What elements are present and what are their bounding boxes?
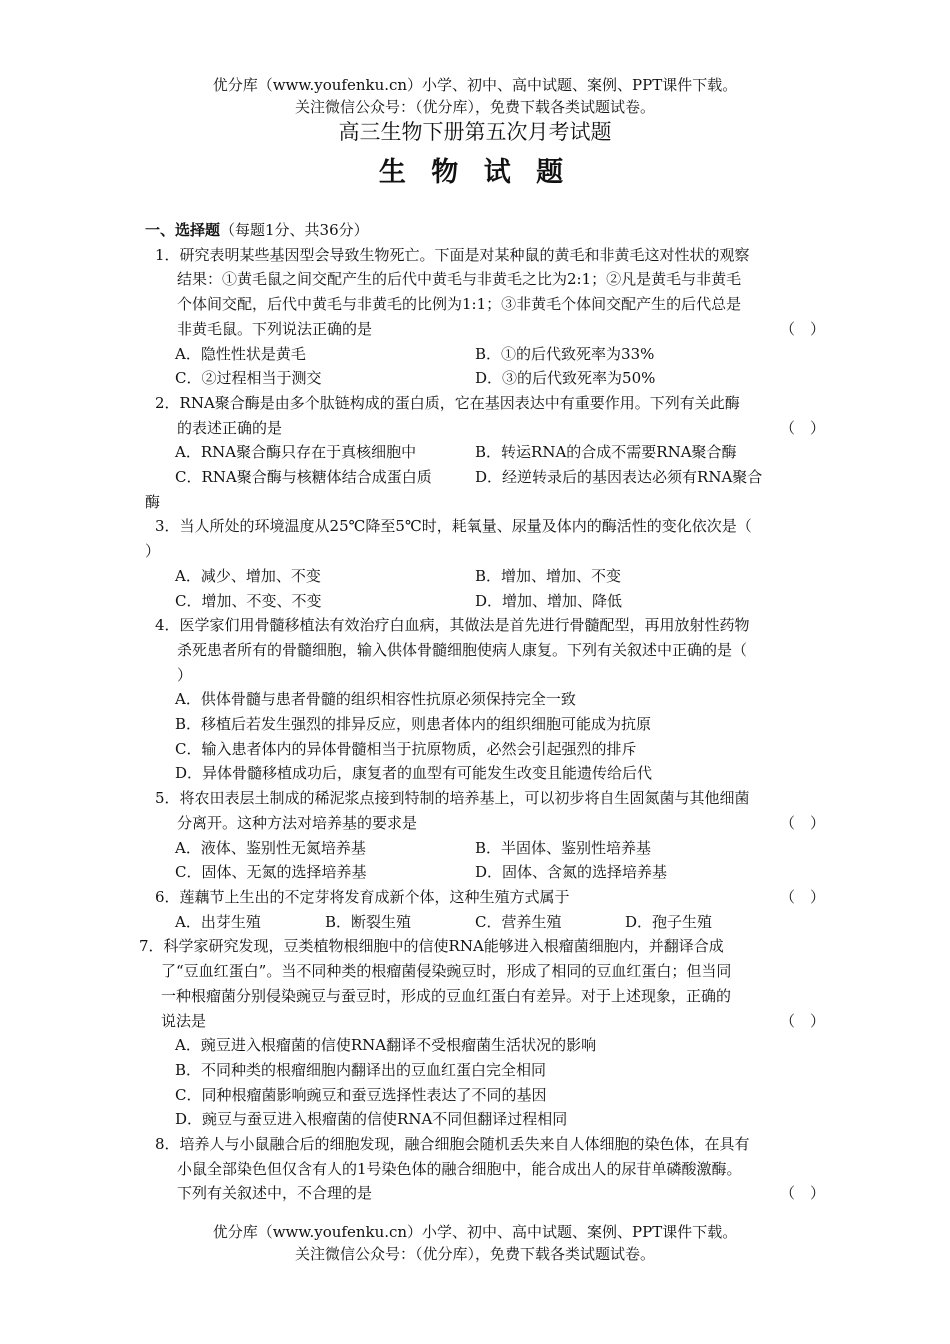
question-text: 医学家们用骨髓移植法有效治疗白血病，其做法是首先进行骨髓配型，再用放射性药物 <box>179 616 750 635</box>
question-6 <box>145 885 825 910</box>
question-text: 分离开。这种方法对培养基的要求是 <box>177 813 418 832</box>
question-text-line <box>145 1157 825 1182</box>
option-c: C．同种根瘤菌影响豌豆和蚕豆选择性表达了不同的基因 <box>175 1085 547 1104</box>
option-c: C．营养生殖 <box>475 912 562 931</box>
question-number: 6． <box>155 887 180 906</box>
question-7 <box>139 934 825 959</box>
question-number: 1． <box>155 245 180 264</box>
header-line-2: 关注微信公众号：（优分库），免费下载各类试题试卷。 <box>294 98 655 116</box>
exam-subtitle: 生 物 试 题 <box>378 157 572 188</box>
question-text: 一种根瘤菌分别侵染豌豆与蚕豆时，形成的豆血红蛋白有差异。对于上述现象，正确的 <box>161 986 732 1005</box>
option-a: A．供体骨髓与患者骨髓的组织相容性抗原必须保持完全一致 <box>175 690 576 709</box>
section-label: 一、选择题 <box>145 221 221 239</box>
answer-bracket: （ ） <box>779 1011 825 1030</box>
option-a: A．出芽生殖 <box>175 912 261 931</box>
question-text-line <box>145 811 825 836</box>
option-d: D．豌豆与蚕豆进入根瘤菌的信使RNA不同但翻译过程相同 <box>175 1110 568 1129</box>
question-text-line <box>145 663 825 688</box>
options <box>145 910 825 935</box>
question-list <box>139 218 825 1206</box>
options <box>145 836 825 885</box>
question-8 <box>145 1132 825 1157</box>
question-text-line <box>145 539 825 564</box>
option-c: C．②过程相当于测交 <box>175 369 322 388</box>
question-text: RNA聚合酶是由多个肽链构成的蛋白质，它在基因表达中有重要作用。下列有关此酶 <box>179 393 740 412</box>
question-text: 下列有关叙述中，不合理的是 <box>177 1184 373 1203</box>
option-d: D．异体骨髓移植成功后，康复者的血型有可能发生改变且能遗传给后代 <box>175 764 653 783</box>
option-b: B．转运RNA的合成不需要RNA聚合酶 <box>475 443 737 462</box>
question-number: 4． <box>155 616 180 635</box>
option-b: B．①的后代致死率为33% <box>475 344 655 363</box>
option-a: A．豌豆进入根瘤菌的信使RNA翻译不受根瘤菌生活状况的影响 <box>175 1036 597 1055</box>
question-number: 5． <box>155 789 180 808</box>
question-text-line <box>145 292 825 317</box>
answer-bracket: （ ） <box>779 813 825 832</box>
option-d: D．增加、增加、降低 <box>475 591 623 610</box>
question-text-line <box>145 1181 825 1206</box>
question-3 <box>145 514 825 539</box>
page-footer <box>0 1221 950 1265</box>
question-number: 3． <box>155 517 180 536</box>
question-text-line <box>145 638 825 663</box>
exam-title: 高三生物下册第五次月考试题 <box>338 120 612 144</box>
option-b: B．半固体、鉴别性培养基 <box>475 838 652 857</box>
option-c: C．RNA聚合酶与核糖体结合成蛋白质 <box>175 468 432 487</box>
option-wrap: 酶 <box>145 492 161 511</box>
question-text: 当人所处的环境温度从25℃降至5℃时，耗氧量、尿量及体内的酶活性的变化依次是（ <box>179 517 752 536</box>
footer-line-1: 优分库（www.youfenku.cn）小学、初中、高中试题、案例、PPT课件下载。 <box>212 1223 738 1241</box>
option-a: A．减少、增加、不变 <box>175 566 321 585</box>
question-number: 2． <box>155 393 180 412</box>
question-text: 的表述正确的是 <box>177 418 283 437</box>
question-text: 研究表明某些基因型会导致生物死亡。下面是对某种鼠的黄毛和非黄毛这对性状的观察 <box>179 245 750 264</box>
option-d: D．孢子生殖 <box>625 912 713 931</box>
answer-bracket: （ ） <box>779 418 825 437</box>
question-text: 科学家研究发现，豆类植物根细胞中的信使RNA能够进入根瘤菌细胞内，并翻译合成 <box>163 937 724 956</box>
question-text-line <box>145 984 825 1009</box>
question-text: 结果：①黄毛鼠之间交配产生的后代中黄毛与非黄毛之比为2:1；②凡是黄毛与非黄毛 <box>177 270 742 289</box>
question-text: 培养人与小鼠融合后的细胞发现，融合细胞会随机丢失来自人体细胞的染色体，在具有 <box>179 1135 750 1154</box>
question-text-line <box>145 1009 825 1034</box>
options <box>145 440 825 489</box>
options <box>145 1033 825 1132</box>
option-d: D．固体、含氮的选择培养基 <box>475 863 668 882</box>
question-text: 非黄毛鼠。下列说法正确的是 <box>177 319 373 338</box>
question-text: 杀死患者所有的骨髓细胞，输入供体骨髓细胞使病人康复。下列有关叙述中正确的是（ <box>177 640 748 659</box>
question-text-line <box>145 317 825 342</box>
option-a: A．隐性性状是黄毛 <box>175 344 306 363</box>
answer-bracket: （ ） <box>779 1184 825 1203</box>
header-line-1: 优分库（www.youfenku.cn）小学、初中、高中试题、案例、PPT课件下载。 <box>212 76 738 94</box>
question-text: 莲藕节上生出的不定芽将发育成新个体，这种生殖方式属于 <box>179 887 570 906</box>
question-text: 小鼠全部染色但仅含有人的1号染色体的融合细胞中，能合成出人的尿苷单磷酸激酶。 <box>177 1159 742 1178</box>
option-c: C．固体、无氮的选择培养基 <box>175 863 367 882</box>
option-c: C．输入患者体内的异体骨髓相当于抗原物质，必然会引起强烈的排斥 <box>175 739 637 758</box>
options <box>145 564 825 613</box>
question-number: 7． <box>139 937 164 956</box>
question-5 <box>145 786 825 811</box>
option-d: D．经逆转录后的基因表达必须有RNA聚合 <box>475 468 763 487</box>
question-2 <box>145 391 825 416</box>
footer-line-2: 关注微信公众号：（优分库），免费下载各类试题试卷。 <box>294 1245 655 1263</box>
option-b: B．断裂生殖 <box>325 912 412 931</box>
question-number: 8． <box>155 1135 180 1154</box>
question-text-line <box>145 959 825 984</box>
question-1 <box>145 243 825 268</box>
question-text: ） <box>177 665 193 684</box>
answer-bracket: （ ） <box>779 319 825 338</box>
section-heading <box>145 218 825 243</box>
option-b: B．增加、增加、不变 <box>475 566 622 585</box>
question-text: 说法是 <box>161 1011 207 1030</box>
question-text: 个体间交配，后代中黄毛与非黄毛的比例为1:1；③非黄毛个体间交配产生的后代总是 <box>177 295 742 314</box>
option-a: A．RNA聚合酶只存在于真核细胞中 <box>175 443 417 462</box>
question-text: 将农田表层土制成的稀泥浆点接到特制的培养基上，可以初步将自生固氮菌与其他细菌 <box>179 789 750 808</box>
question-text: 了“豆血红蛋白”。当不同种类的根瘤菌侵染豌豆时，形成了相同的豆血红蛋白；但当同 <box>161 962 732 981</box>
answer-bracket: （ ） <box>779 887 825 906</box>
options <box>145 342 825 391</box>
option-d: D．③的后代致死率为50% <box>475 369 656 388</box>
page-header <box>0 74 950 118</box>
question-text-line <box>145 416 825 441</box>
option-a: A．液体、鉴别性无氮培养基 <box>175 838 366 857</box>
option-c: C．增加、不变、不变 <box>175 591 322 610</box>
option-b: B．移植后若发生强烈的排异反应，则患者体内的组织细胞可能成为抗原 <box>175 715 652 734</box>
question-4 <box>145 613 825 638</box>
option-b: B．不同种类的根瘤细胞内翻译出的豆血红蛋白完全相同 <box>175 1060 547 1079</box>
options <box>145 687 825 786</box>
question-text-line <box>145 267 825 292</box>
question-text: ） <box>145 542 161 561</box>
section-note: （每题1分、共36分） <box>220 221 369 239</box>
